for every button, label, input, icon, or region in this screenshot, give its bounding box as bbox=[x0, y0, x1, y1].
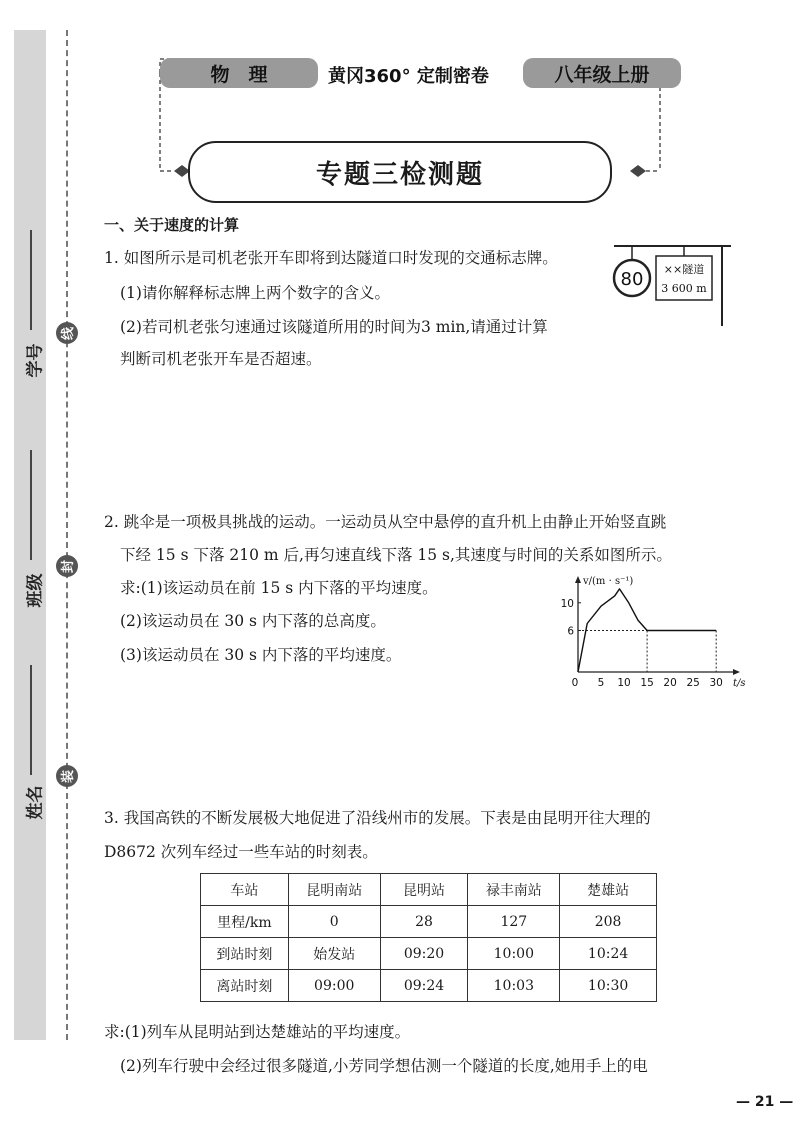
name-label: 姓名 bbox=[25, 785, 46, 820]
x-tick-label: 5 bbox=[597, 677, 605, 689]
q1-stem: 1. 如图所示是司机老张开车即将到达隧道口时发现的交通标志牌。 bbox=[104, 249, 558, 267]
table-cell: 09:24 bbox=[380, 970, 468, 1002]
q1-part2: (2)若司机老张匀速通过该隧道所用的时间为3 min,请通过计算 bbox=[120, 318, 548, 336]
table-cell: 昆明南站 bbox=[288, 874, 380, 906]
row-label-cell: 到站时刻 bbox=[201, 938, 289, 970]
table-cell: 楚雄站 bbox=[560, 874, 657, 906]
x-tick-label: 15 bbox=[640, 677, 654, 689]
seal-mark: 封 bbox=[56, 555, 78, 577]
page-number: — 21 — bbox=[736, 1094, 794, 1110]
row-label-cell: 车站 bbox=[201, 874, 289, 906]
table-cell: 禄丰南站 bbox=[468, 874, 560, 906]
tunnel-name: ××隧道 bbox=[663, 263, 705, 276]
table-cell: 09:00 bbox=[288, 970, 380, 1002]
table-cell: 10:03 bbox=[468, 970, 560, 1002]
q1-part1: (1)请你解释标志牌上两个数字的含义。 bbox=[120, 284, 390, 302]
grade-badge: 八年级上册 bbox=[523, 58, 681, 88]
y-tick-label: 10 bbox=[560, 597, 574, 610]
class-label: 班级 bbox=[25, 573, 46, 608]
x-tick-label: 25 bbox=[686, 677, 700, 689]
table-cell: 127 bbox=[468, 906, 560, 938]
table-cell: 10:24 bbox=[560, 938, 657, 970]
table-cell: 208 bbox=[560, 906, 657, 938]
subject-badge: 物 理 bbox=[160, 58, 318, 88]
y-tick-label: 6 bbox=[567, 625, 574, 638]
student-no-label: 学号 bbox=[25, 343, 46, 378]
q2-part1: 求:(1)该运动员在前 15 s 内下落的平均速度。 bbox=[120, 579, 438, 597]
table-cell: 昆明站 bbox=[380, 874, 468, 906]
train-timetable bbox=[200, 873, 657, 1002]
student-no-field bbox=[30, 230, 32, 330]
header-row bbox=[201, 874, 657, 906]
table-cell: 09:20 bbox=[380, 938, 468, 970]
speed-limit-value: 80 bbox=[620, 269, 644, 290]
cut-line bbox=[66, 30, 68, 1040]
section-heading: 一、关于速度的计算 bbox=[104, 216, 240, 234]
traffic-sign-figure bbox=[606, 240, 738, 332]
tunnel-length: 3 600 m bbox=[661, 282, 707, 295]
x-tick-label: 20 bbox=[663, 677, 677, 689]
q2-stem: 2. 跳伞是一项极具挑战的运动。一运动员从空中悬停的直升机上由静止开始竖直跳 bbox=[104, 513, 667, 531]
y-axis-label: v/(m · s⁻¹) bbox=[583, 576, 634, 587]
table-cell: 10:00 bbox=[468, 938, 560, 970]
x-tick-label: 0 bbox=[571, 677, 579, 689]
line-mark: 线 bbox=[56, 322, 78, 344]
x-tick-label: 30 bbox=[709, 677, 723, 689]
q2-part3: (3)该运动员在 30 s 内下落的平均速度。 bbox=[120, 646, 402, 664]
q2-part2: (2)该运动员在 30 s 内下落的总高度。 bbox=[120, 612, 386, 630]
x-axis-arrow bbox=[733, 669, 740, 675]
row-label-cell: 里程/km bbox=[201, 906, 289, 938]
q3-part1: 求:(1)列车从昆明站到达楚雄站的平均速度。 bbox=[104, 1023, 411, 1041]
arrival-row bbox=[201, 938, 657, 970]
q3-part2: (2)列车行驶中会经过很多隧道,小芳同学想估测一个隧道的长度,她用手上的电 bbox=[120, 1057, 648, 1075]
table-cell: 10:30 bbox=[560, 970, 657, 1002]
q1-part2-cont: 判断司机老张开车是否超速。 bbox=[120, 350, 322, 368]
velocity-time-chart bbox=[556, 572, 746, 692]
bind-mark: 装 bbox=[56, 765, 78, 787]
y-axis-arrow bbox=[575, 576, 581, 583]
table-cell: 0 bbox=[288, 906, 380, 938]
q3-stem: 3. 我国高铁的不断发展极大地促进了沿线州市的发展。下表是由昆明开往大理的 bbox=[104, 809, 651, 827]
page-title: 专题三检测题 bbox=[188, 141, 612, 203]
q3-stem-cont: D8672 次列车经过一些车站的时刻表。 bbox=[104, 843, 378, 861]
q2-stem-cont: 下经 15 s 下落 210 m 后,再匀速直线下落 15 s,其速度与时间的关系如图所示。 bbox=[120, 546, 672, 564]
mileage-row bbox=[201, 906, 657, 938]
class-field bbox=[30, 450, 32, 560]
x-axis-label: t/s bbox=[733, 678, 746, 689]
brand-title: 黄冈360° 定制密卷 bbox=[328, 66, 489, 87]
row-label-cell: 离站时刻 bbox=[201, 970, 289, 1002]
table-cell: 28 bbox=[380, 906, 468, 938]
departure-row bbox=[201, 970, 657, 1002]
x-tick-label: 10 bbox=[617, 677, 631, 689]
name-field bbox=[30, 665, 32, 775]
table-cell: 始发站 bbox=[288, 938, 380, 970]
